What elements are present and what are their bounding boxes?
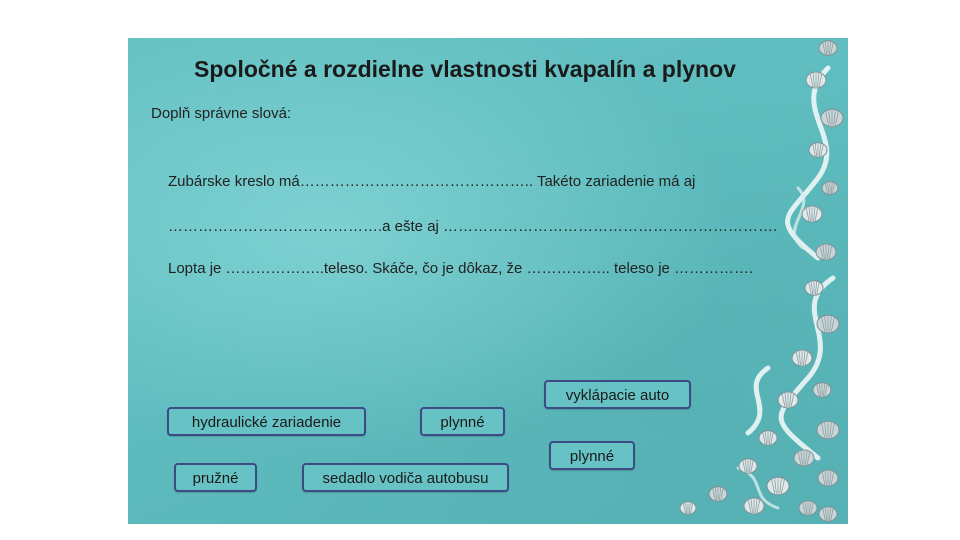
- seashell-icon: [799, 501, 817, 515]
- seashell-icon: [822, 182, 838, 195]
- slide-title: Spoločné a rozdielne vlastnosti kvapalín a plynov: [194, 56, 736, 82]
- word-chip-plynne-1[interactable]: plynné: [420, 407, 505, 436]
- sentence-line-3: Lopta je ………………..teleso. Skáče, čo je dôkaz, že …………….. teleso je …………….: [168, 260, 754, 277]
- seashell-icon: [818, 470, 838, 486]
- seashell-icon: [821, 109, 843, 127]
- seashell-icon: [802, 206, 822, 222]
- seashell-icon: [817, 315, 839, 333]
- seashell-icon: [816, 244, 836, 260]
- seashell-icon: [805, 281, 823, 295]
- word-chip-hydraulicke-zariadenie[interactable]: hydraulické zariadenie: [167, 407, 366, 436]
- seashell-icon: [759, 431, 777, 445]
- seashell-icon: [813, 383, 831, 397]
- seashell-icon: [767, 477, 789, 495]
- seashell-icon: [806, 72, 826, 88]
- sentence-line-2: …………………………………….a ešte aj ………………………………………………………….: [168, 218, 778, 235]
- seashell-icon: [817, 421, 839, 439]
- seashell-icon: [778, 392, 798, 408]
- seashell-icon: [709, 487, 727, 501]
- sentence-line-1: Zubárske kreslo má……………………………………….. Takéto zariadenie má aj: [168, 173, 696, 190]
- word-chip-vyklapacie-auto[interactable]: vyklápacie auto: [544, 380, 691, 409]
- seashell-icon: [744, 498, 764, 514]
- seashell-icon: [739, 459, 757, 473]
- seashell-icon: [819, 507, 837, 521]
- seashell-icon: [792, 350, 812, 366]
- instruction-prompt: Doplň správne slová:: [151, 105, 292, 122]
- seashell-icon: [794, 450, 814, 466]
- word-chip-sedadlo-vodica-autobusu[interactable]: sedadlo vodiča autobusu: [302, 463, 509, 492]
- seashell-icon: [819, 41, 837, 55]
- seashell-icon: [680, 502, 696, 515]
- word-chip-plynne-2[interactable]: plynné: [549, 441, 635, 470]
- word-chip-pruzne[interactable]: pružné: [174, 463, 257, 492]
- seashell-icon: [809, 143, 827, 157]
- slide: [128, 38, 848, 524]
